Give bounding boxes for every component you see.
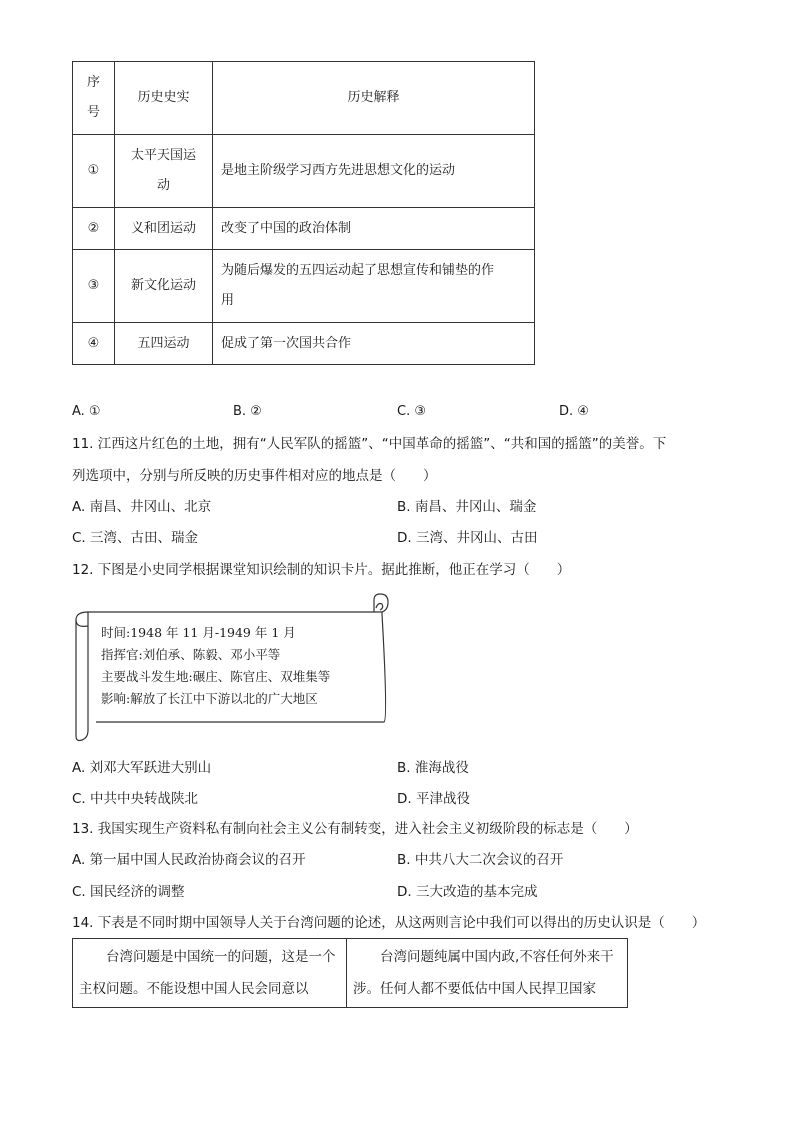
q11-option-c[interactable]: C. 三湾、古田、瑞金	[72, 530, 199, 546]
q11-stem: 11. 江西这片红色的土地，拥有“人民军队的摇篮”、“中国革命的摇篮”、“共和国的摇篮”的美誉。下 列选项中，分别与所反映的历史事件相对应的地点是（ ）	[72, 436, 667, 484]
quote-cell-2: 台湾问题纯属中国内政,不容任何外来干涉。任何人都不要低估中国人民捍卫国家	[347, 939, 628, 1008]
q14-stem: 14. 下表是不同时期中国领导人关于台湾问题的论述，从这两则言论中我们可以得出的历史认识是（ ）	[72, 915, 706, 931]
q13-option-d[interactable]: D. 三大改造的基本完成	[397, 884, 538, 900]
table-row: ③ 新文化运动 为随后爆发的五四运动起了思想宣传和铺垫的作 用	[73, 250, 535, 323]
header-fact: 历史史实	[115, 62, 213, 135]
history-table	[72, 61, 535, 365]
q13-stem: 13. 我国实现生产资料私有制向社会主义公有制转变，进入社会主义初级阶段的标志是（ ）	[72, 821, 638, 837]
table-header-row	[73, 62, 535, 135]
q10-option-d[interactable]: D. ④	[559, 404, 589, 419]
q13-option-a[interactable]: A. 第一届中国人民政治协商会议的召开	[72, 852, 306, 868]
q10-option-a[interactable]: A. ①	[72, 404, 101, 419]
q10-option-b[interactable]: B. ②	[233, 404, 262, 419]
table-row	[73, 939, 628, 1008]
q12-option-c[interactable]: C. 中共中央转战陕北	[72, 791, 199, 807]
header-expl: 历史解释	[213, 62, 535, 135]
q12-stem: 12. 下图是小史同学根据课堂知识绘制的知识卡片。据此推断，他正在学习（ ）	[72, 562, 571, 578]
quote-cell-1: 台湾问题是中国统一的问题，这是一个主权问题。不能设想中国人民会同意以	[73, 939, 347, 1008]
q10-options	[72, 404, 722, 424]
q11-option-d[interactable]: D. 三湾、井冈山、古田	[397, 530, 538, 546]
q13-option-c[interactable]: C. 国民经济的调整	[72, 884, 185, 900]
q12-option-d[interactable]: D. 平津战役	[397, 791, 470, 807]
table-row: ④ 五四运动 促成了第一次国共合作	[73, 323, 535, 365]
quote-table	[72, 938, 628, 1008]
q10-option-c[interactable]: C. ③	[397, 404, 426, 419]
knowledge-card: 时间:1948 年 11 月-1949 年 1 月 指挥官:刘伯承、陈毅、邓小平等 主要战斗发生地:碾庄、陈官庄、双堆集等 影响:解放了长江中下游以北的广大地区	[101, 625, 331, 706]
table-row: ① 太平天国运 动 是地主阶级学习西方先进思想文化的运动	[73, 135, 535, 208]
table-row: ② 义和团运动 改变了中国的政治体制	[73, 208, 535, 250]
header-num: 序 号	[73, 62, 115, 135]
q13-option-b[interactable]: B. 中共八大二次会议的召开	[397, 852, 564, 868]
q11-option-a[interactable]: A. 南昌、井冈山、北京	[72, 499, 212, 515]
q11-option-b[interactable]: B. 南昌、井冈山、瑞金	[397, 499, 537, 515]
q12-option-b[interactable]: B. 淮海战役	[397, 760, 469, 776]
q12-option-a[interactable]: A. 刘邓大军跃进大别山	[72, 760, 212, 776]
